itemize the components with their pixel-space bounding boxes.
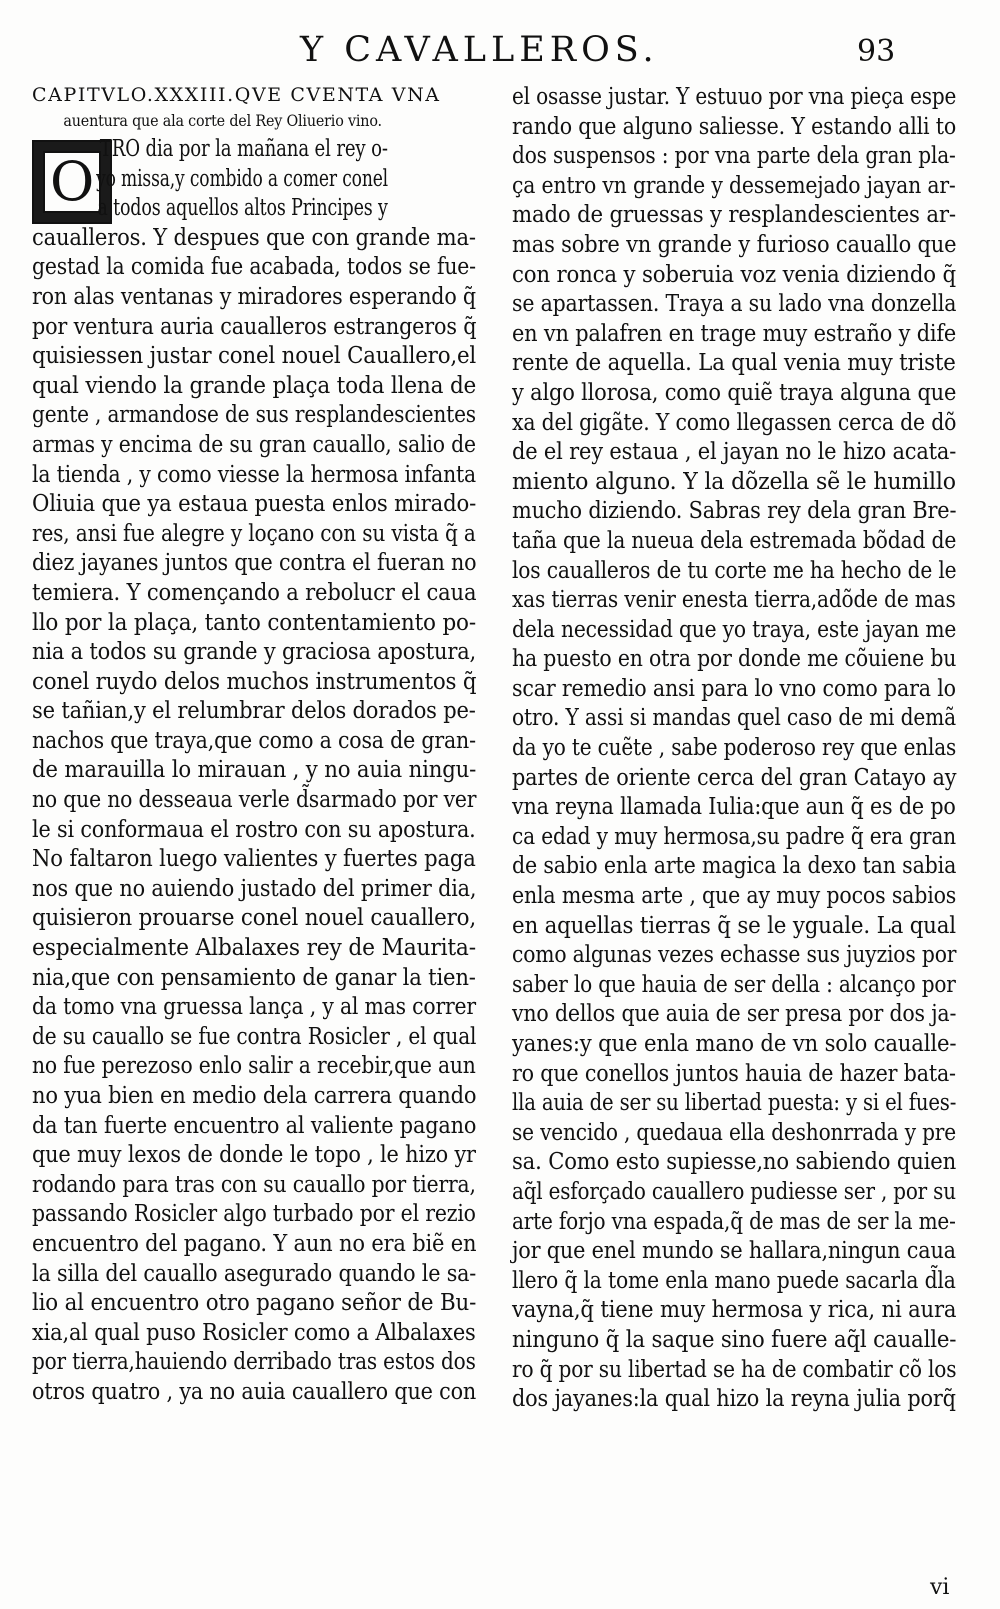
text-line: qual viendo la grande plaça toda llena de	[32, 370, 477, 399]
text-line: por ventura auria caualleros estrangeros q̃	[32, 311, 477, 340]
text-line: TRO dia por la mañana el rey o-	[99, 134, 388, 162]
text-line: diez jayanes juntos que contra el fueran no	[32, 548, 477, 577]
text-line: gestad la comida fue acabada, todos se fue-	[32, 252, 476, 281]
text-line: de marauilla lo mirauan , y no auia ningu-	[32, 755, 477, 784]
text-line: taña que la nueua dela estremada bõdad de	[512, 525, 957, 554]
text-line: y algo llorosa, como quiẽ traya alguna que	[512, 377, 957, 406]
text-line: enla mesma arte , que ay muy pocos sabios	[512, 881, 957, 910]
text-line: nos que no auiendo justado del primer dia,	[32, 873, 477, 902]
text-line: quisieron prouarse conel nouel cauallero,	[32, 903, 476, 932]
text-line: aq̃l esforçado cauallero pudiesse ser , por su	[512, 1176, 956, 1205]
text-line: vayna,q̃ tiene muy hermosa y rica, ni aura	[512, 1295, 957, 1324]
text-line: arte forjo vna espada,q̃ de mas de ser la me-	[512, 1206, 956, 1235]
text-line: armas y encima de su gran cauallo, salio de	[32, 429, 476, 458]
text-line: quisiessen justar conel nouel Cauallero,el	[32, 341, 477, 370]
text-line: saber lo que hauia de ser della : alcanço por	[512, 969, 956, 998]
text-line: por tierra,hauiendo derribado tras estos dos	[32, 1347, 476, 1376]
text-line: da yo te cuẽte , sabe poderoso rey que enlas	[512, 733, 957, 762]
text-line: no fue perezoso enlo salir a recebir,que aun	[32, 1051, 476, 1080]
text-line: miento alguno. Y la dõzella sẽ le humillo	[512, 466, 956, 495]
text-line: ron alas ventanas y miradores esperando q̃	[32, 281, 476, 310]
chapter-heading: CAPITVLO.XXXIII.QVE CVENTA VNA	[32, 84, 441, 106]
text-line: otros quatro , ya no auia cauallero que con	[32, 1376, 477, 1405]
text-line: ro que conellos juntos hauia de hazer bata-	[512, 1058, 956, 1087]
text-line: a todos aquellos altos Principes y	[97, 193, 388, 222]
text-line: los caualleros de tu corte me ha hecho de le	[512, 555, 957, 584]
text-line: vna reyna llamada Iulia:que aun q̃ es de po	[512, 792, 956, 821]
text-line: No faltaron luego valientes y fuertes paga	[32, 844, 476, 873]
text-line: encuentro del pagano. Y aun no era biẽ en	[32, 1228, 477, 1257]
text-line: dos jayanes:la qual hizo la reyna julia porq̃	[512, 1384, 956, 1413]
text-line: le si conformaua el rostro con su apostura.	[32, 814, 476, 843]
left-column	[32, 82, 476, 1407]
text-line: nachos que traya,que como a cosa de gran-	[32, 725, 476, 754]
text-line: llo por la plaça, tanto contentamiento po-	[32, 607, 476, 636]
text-line: da tan fuerte encuentro al valiente pagano	[32, 1110, 477, 1139]
text-line: la silla del cauallo asegurado quando le sa-	[32, 1258, 477, 1287]
text-line: yanes:y que enla mano de vn solo caualle-	[512, 1029, 957, 1057]
text-line: llero q̃ la tome enla mano puede sacarla d̃la	[512, 1265, 956, 1294]
text-line: ninguno q̃ la saque sino fuere aq̃l caualle-	[512, 1324, 957, 1353]
text-line: gente , armandose de sus resplandescientes	[32, 400, 476, 429]
text-line: res, ansi fue alegre y loçano con su vista q̃ a	[32, 518, 476, 547]
text-line: conel ruydo delos muchos instrumentos q̃	[32, 666, 477, 695]
text-line: no que no desseaua verle d̃sarmado por ver	[32, 785, 477, 814]
drop-cap-lines	[32, 134, 476, 223]
chapter-subheading: auentura que ala corte del Rey Oliuerio vino.	[63, 112, 382, 130]
right-column	[512, 82, 956, 1414]
text-line: con ronca y soberuia voz venia diziendo q̃	[512, 259, 956, 288]
text-line: scar remedio ansi para lo vno como para lo	[512, 673, 956, 702]
initial-letter-glyph: O	[49, 150, 95, 213]
text-line: lio al encuentro otro pagano señor de Bu-	[32, 1288, 477, 1317]
text-line: rando que alguno saliesse. Y estando alli to	[512, 111, 957, 140]
page-header	[0, 30, 1000, 76]
text-line: como algunas vezes echasse sus juyzios por	[512, 940, 957, 969]
text-line: sa. Como esto supiesse,no sabiendo quien	[512, 1147, 957, 1176]
left-column-text	[32, 223, 476, 1407]
text-line: xia,al qual puso Rosicler como a Albalaxes	[32, 1317, 476, 1346]
text-line: especialmente Albalaxes rey de Maurita-	[32, 933, 476, 962]
text-line: partes de oriente cerca del gran Catayo ay	[512, 762, 957, 791]
text-line: temiera. Y començando a rebolucr el caua	[32, 577, 477, 606]
text-line: Oliuia que ya estaua puesta enlos mirado-	[32, 489, 477, 518]
text-line: nia a todos su grande y graciosa apostura,	[32, 637, 476, 666]
text-line: mucho diziendo. Sabras rey dela gran Bre-	[512, 496, 957, 525]
text-line: mado de gruessas y resplandescientes ar-	[512, 200, 956, 229]
text-line: la tienda , y como viesse la hermosa infanta	[32, 459, 477, 488]
text-line: se vencido , quedaua ella deshonrrada y pre	[512, 1117, 956, 1146]
text-line: xas tierras venir enesta tierra,adõde de mas	[512, 585, 956, 614]
text-line: que muy lexos de donde le topo , le hizo yr	[32, 1140, 476, 1169]
text-line: otro. Y assi si mandas quel caso de mi demã	[512, 703, 956, 732]
text-line: dela necessidad que yo traya, este jayan me	[512, 614, 957, 643]
text-line: ça entro vn grande y dessemejado jayan ar-	[512, 170, 956, 199]
text-line: en aquellas tierras q̃ se le yguale. La qual	[512, 910, 956, 939]
text-line: ha puesto en otra por donde me cõuiene bu	[512, 644, 957, 673]
text-line: vno dellos que auia de ser presa por dos ja-	[512, 999, 957, 1028]
text-line: mas sobre vn grande y furioso cauallo que	[512, 229, 957, 258]
text-line: no yua bien en medio dela carrera quando	[32, 1081, 477, 1109]
right-column-text	[512, 82, 956, 1414]
text-line: xa del gigãte. Y como llegassen cerca de dõ	[512, 407, 957, 436]
text-line: ca edad y muy hermosa,su padre q̃ era gran	[512, 821, 957, 850]
folio-number: 93	[857, 34, 896, 69]
text-line: se tañian,y el relumbrar delos dorados pe-	[32, 696, 476, 725]
text-line: lla auia de ser su libertad puesta: y si el fues-	[512, 1088, 957, 1117]
text-line: el osasse justar. Y estuuo por vna pieça espe	[512, 82, 957, 110]
text-line: yo missa,y combido a comer conel	[96, 163, 389, 192]
text-line: rente de aquella. La qual venia muy triste	[512, 348, 956, 377]
text-line: nia,que con pensamiento de ganar la tien-	[32, 962, 476, 991]
running-title: Y CAVALLEROS.	[300, 30, 659, 70]
text-line: caualleros. Y despues que con grande ma-	[32, 222, 476, 251]
text-line: da tomo vna gruessa lança , y al mas correr	[32, 992, 476, 1021]
text-line: rodando para tras con su cauallo por tierra,	[32, 1169, 476, 1198]
signature-mark: vi	[930, 1575, 950, 1600]
text-line: de sabio enla arte magica la dexo tan sabia	[512, 851, 957, 880]
text-line: jor que enel mundo se hallara,ningun caua	[512, 1236, 956, 1265]
text-line: en vn palafren en trage muy estraño y dife	[512, 318, 957, 347]
text-line: passando Rosicler algo turbado por el rezio	[32, 1199, 476, 1228]
text-line: de su cauallo se fue contra Rosicler , el qual	[32, 1021, 477, 1050]
text-line: se apartassen. Traya a su lado vna donzella	[512, 289, 957, 318]
text-line: ro q̃ por su libertad se ha de combatir cõ los	[512, 1354, 957, 1383]
text-line: dos suspensos : por vna parte dela gran pla-	[512, 141, 956, 170]
text-line: de el rey estaua , el jayan no le hizo acata-	[512, 437, 957, 466]
